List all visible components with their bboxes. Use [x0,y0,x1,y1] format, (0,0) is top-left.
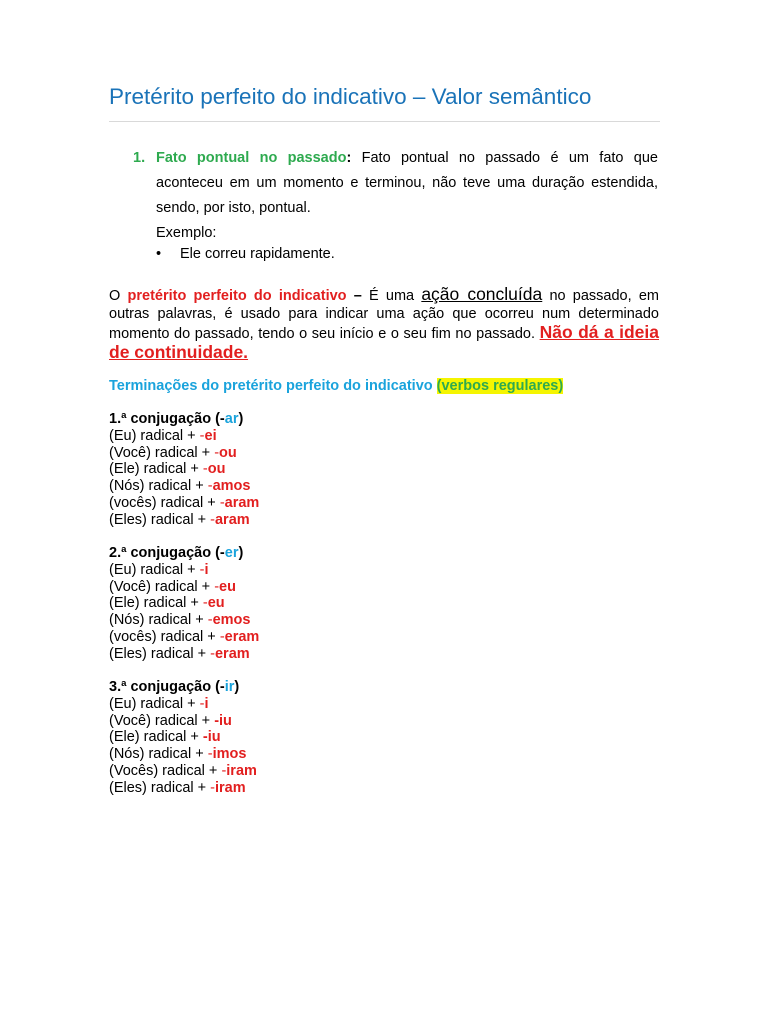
conjugation-row [109,612,259,629]
row-label: (Ele) radical + [109,595,203,612]
row-ending: eu [219,578,236,595]
row-label: (vocês) radical + [109,494,220,511]
conjugation-row [109,746,257,763]
conjugation-block-1 [109,411,259,529]
row-label: (Eles) radical + [109,645,211,662]
example-label: Exemplo: [156,225,217,241]
row-label: (Você) radical + [109,578,215,595]
conjugation-heading-prefix: 2.ª conjugação (- [109,545,225,561]
conjugation-row [109,461,259,478]
row-label: (Você) radical + [109,444,215,461]
row-hyphen: - [207,612,213,629]
conjugation-row [109,696,257,713]
row-ending: imos [212,746,247,763]
conjugation-row [109,495,259,512]
row-ending: eu [207,595,225,612]
row-ending: iram [214,779,246,796]
row-ending: -iu [214,712,232,729]
row-ending: emos [212,612,251,629]
conjugation-row [109,629,259,646]
para-emphasis: ação concluída [421,284,543,304]
definition-paragraph [109,285,659,363]
conjugation-row [109,428,259,445]
row-hyphen: - [221,762,227,779]
para-warning: Não dá a ideia de continuidade. [109,322,660,362]
conjugation-row [109,478,259,495]
conjugation-block-2 [109,545,259,663]
conjugation-row [109,780,257,797]
bullet-icon: • [156,246,162,262]
item-number: 1. [133,150,146,166]
row-hyphen: - [202,595,208,612]
conjugation-heading-close: ) [234,679,240,695]
row-label: (Eu) radical + [109,427,200,444]
row-label: (Vocês) radical + [109,762,222,779]
row-hyphen: - [210,511,215,528]
row-label: (Ele) radical + [109,729,203,746]
conjugation-heading-prefix: 1.ª conjugação (- [109,411,225,427]
row-ending: iram [226,762,257,779]
terminations-highlight: (verbos regulares) [436,378,564,394]
example-sentence: Ele correu rapidamente. [180,246,335,262]
terminations-heading [109,378,563,394]
conjugation-row [109,595,259,612]
para-prefix: O [109,288,128,304]
item-body [156,146,658,246]
title-divider [109,121,660,122]
conjugation-row [109,445,259,462]
terminations-title: Terminações do pretérito perfeito do indicativo [109,378,433,394]
para-text-2: no passado, em outras palavras, é usado para indicar uma ação que ocorreu num determinado momento do passado, tendo o seu início e o seu fim no passado. [109,288,660,342]
row-ending: ou [207,461,226,478]
conjugation-block-3 [109,679,257,797]
row-hyphen: - [219,628,225,645]
row-hyphen: - [210,779,215,796]
row-ending: i [204,695,209,712]
conjugation-heading [109,411,259,428]
conjugation-suffix: ar [224,411,239,427]
row-label: (Nós) radical + [109,746,208,763]
row-ending: -iu [202,729,221,746]
page-title: Pretérito perfeito do indicativo – Valor semântico [109,84,592,109]
row-ending: amos [212,478,251,495]
row-label: (Você) radical + [109,712,215,729]
row-hyphen: - [210,645,215,662]
item-text: Fato pontual no passado é um fato que aconteceu em um momento e terminou, não teve uma duração estendida, sendo, por isto, pontual. [156,150,658,216]
conjugation-row [109,646,259,663]
row-ending: eram [214,645,250,662]
row-hyphen: - [199,427,205,444]
row-label: (Eles) radical + [109,779,211,796]
row-hyphen: - [199,561,205,578]
row-ending: ou [219,444,237,461]
conjugation-suffix: ir [224,679,235,695]
row-label: (Ele) radical + [109,461,203,478]
conjugation-row [109,763,257,780]
row-label: (Nós) radical + [109,612,208,629]
item-colon: : [346,150,352,166]
row-label: (Eu) radical + [109,695,200,712]
row-label: (vocês) radical + [109,628,220,645]
conjugation-heading [109,679,257,696]
row-hyphen: - [207,746,213,763]
row-hyphen: - [202,461,208,478]
row-hyphen: - [199,695,205,712]
row-ending: eram [224,628,260,645]
row-label: (Eles) radical + [109,511,211,528]
conjugation-heading [109,545,259,562]
para-term: pretérito perfeito do indicativo [127,288,347,304]
row-ending: i [204,561,209,578]
conjugation-row [109,562,259,579]
row-label: (Eu) radical + [109,561,200,578]
conjugation-heading-close: ) [238,545,244,561]
conjugation-suffix: er [224,545,239,561]
conjugation-heading-prefix: 3.ª conjugação (- [109,679,225,695]
para-dash: – [346,288,370,304]
conjugation-row [109,713,257,730]
row-hyphen: - [219,494,225,511]
conjugation-row [109,729,257,746]
conjugation-row [109,512,259,529]
row-ending: aram [224,494,260,511]
row-label: (Nós) radical + [109,478,208,495]
item-heading: Fato pontual no passado [156,150,347,166]
row-ending: aram [214,511,250,528]
row-hyphen: - [214,578,220,595]
row-ending: ei [204,427,217,444]
example-bullet-item [156,246,335,262]
numbered-item-1 [133,146,658,246]
para-text-1: É uma [369,288,422,304]
row-hyphen: - [207,478,213,495]
row-hyphen: - [214,444,220,461]
conjugation-row [109,579,259,596]
conjugation-heading-close: ) [238,411,244,427]
